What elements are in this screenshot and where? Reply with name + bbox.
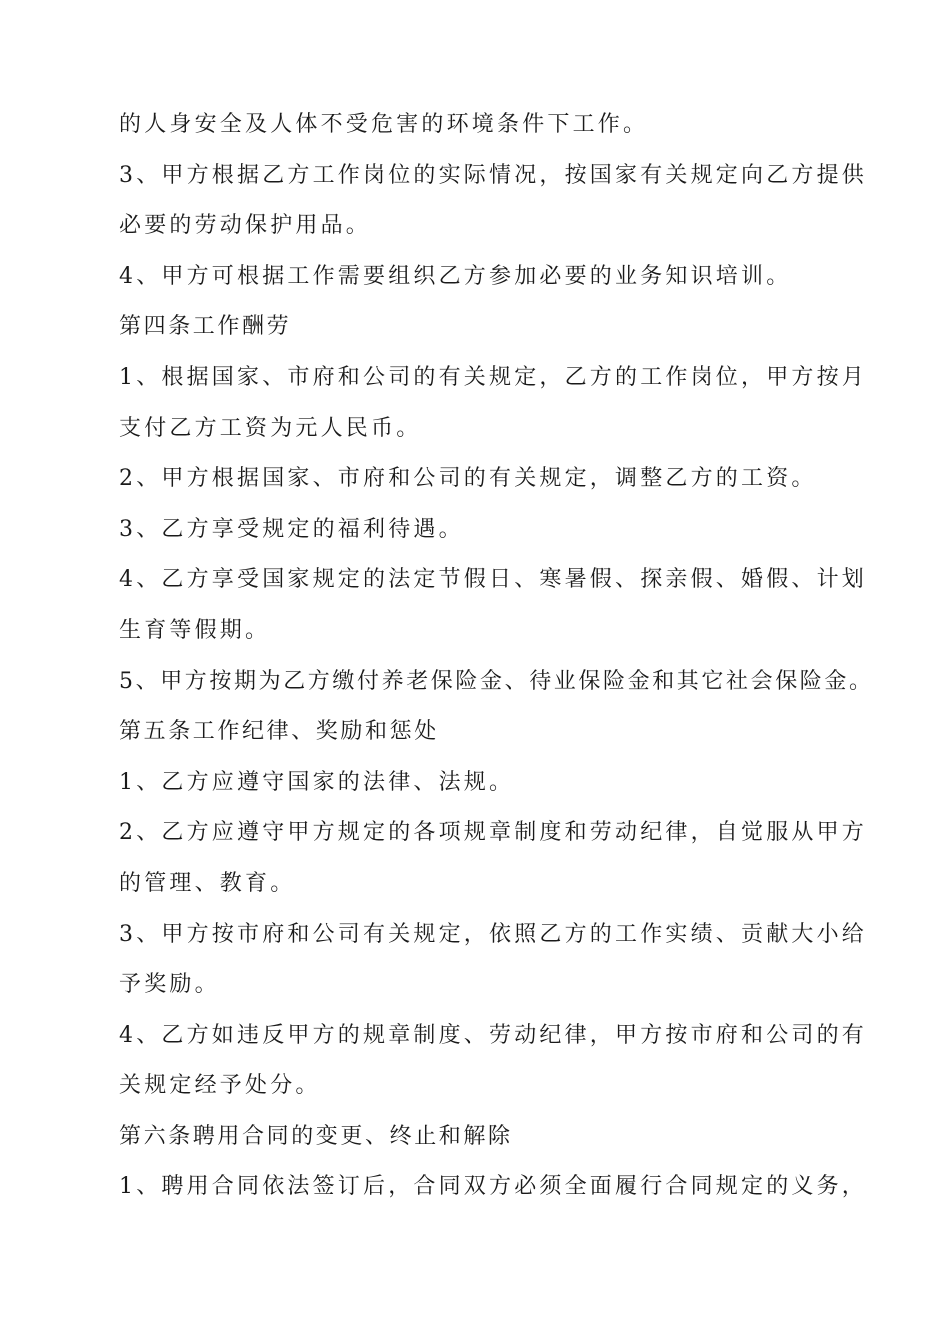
document-body xyxy=(119,105,874,1218)
paragraph-line: 2、乙方应遵守甲方规定的各项规章制度和劳动纪律，自觉服从甲方 xyxy=(119,820,867,846)
paragraph-line: 4、乙方享受国家规定的法定节假日、寒暑假、探亲假、婚假、计划 xyxy=(119,567,867,593)
paragraph-line: 关规定经予处分。 xyxy=(119,1073,321,1099)
paragraph-line: 3、乙方享受规定的福利待遇。 xyxy=(119,516,464,542)
paragraph-line: 的管理、教育。 xyxy=(119,870,296,896)
paragraph-line: 予奖励。 xyxy=(119,972,220,998)
paragraph-line: 5、甲方按期为乙方缴付养老保险金、待业保险金和其它社会保险金。 xyxy=(119,668,874,694)
section-heading: 第五条工作纪律、奖励和惩处 xyxy=(119,719,439,745)
section-heading: 第六条聘用合同的变更、终止和解除 xyxy=(119,1123,513,1149)
paragraph-line: 3、甲方按市府和公司有关规定，依照乙方的工作实绩、贡献大小给 xyxy=(119,921,867,947)
paragraph-line: 1、聘用合同依法签订后，合同双方必须全面履行合同规定的义务， xyxy=(119,1174,867,1200)
paragraph-line: 生育等假期。 xyxy=(119,617,271,643)
paragraph-line: 1、乙方应遵守国家的法律、法规。 xyxy=(119,769,515,795)
section-heading: 第四条工作酬劳 xyxy=(119,314,292,340)
paragraph-line: 4、乙方如违反甲方的规章制度、劳动纪律，甲方按市府和公司的有 xyxy=(119,1022,867,1048)
paragraph-line: 的人身安全及人体不受危害的环境条件下工作。 xyxy=(119,112,649,137)
paragraph-line: 3、甲方根据乙方工作岗位的实际情况，按国家有关规定向乙方提供 xyxy=(119,162,867,188)
paragraph-line: 1、根据国家、市府和公司的有关规定，乙方的工作岗位，甲方按月 xyxy=(119,364,867,390)
paragraph-line: 4、甲方可根据工作需要组织乙方参加必要的业务知识培训。 xyxy=(119,263,792,289)
paragraph-line: 支付乙方工资为元人民币。 xyxy=(119,415,422,441)
paragraph-line: 2、甲方根据国家、市府和公司的有关规定，调整乙方的工资。 xyxy=(119,466,817,492)
paragraph-line: 必要的劳动保护用品。 xyxy=(119,213,372,239)
